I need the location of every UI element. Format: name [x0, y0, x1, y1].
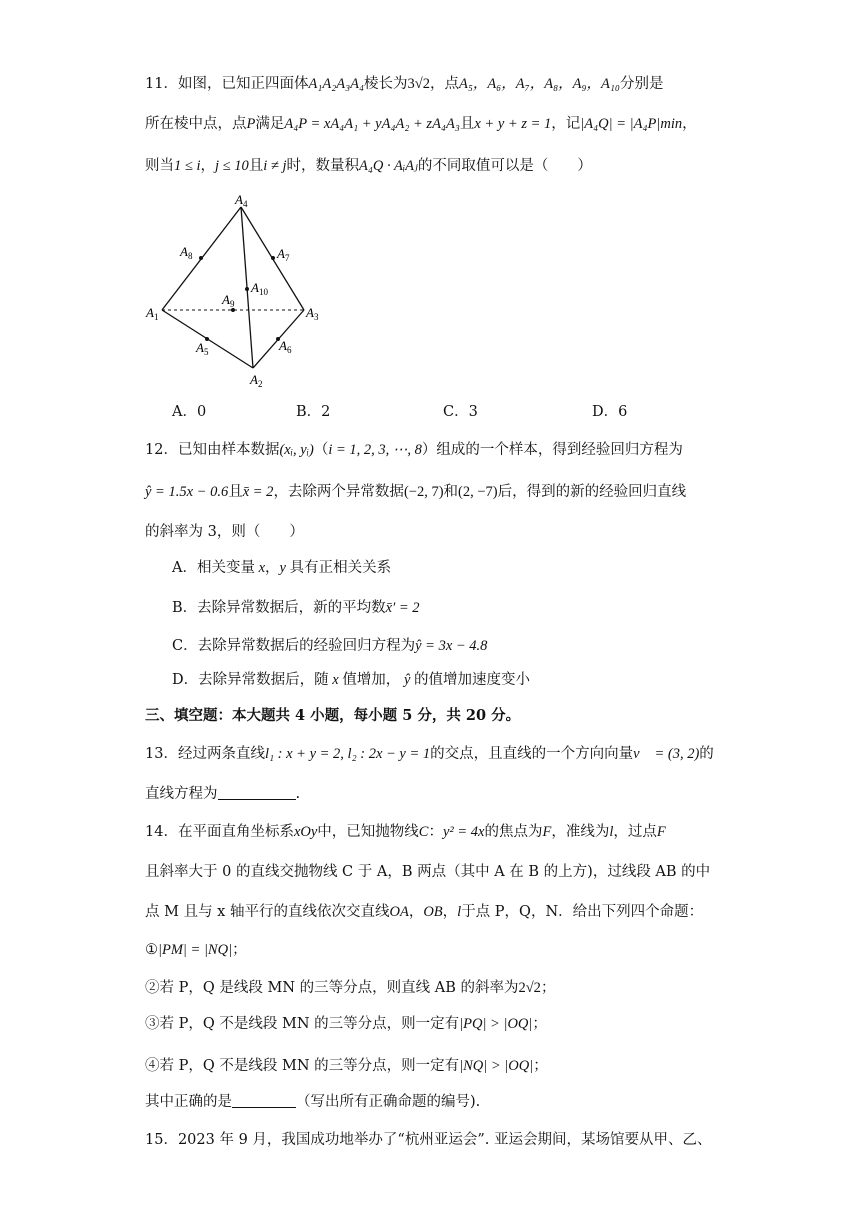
q12-option-c: C．去除异常数据后的经验回归方程为ŷ = 3x − 4.8 [172, 638, 488, 654]
q14-statement-3: ③若 P，Q 不是线段 MN 的三等分点，则一定有|PQ| > |OQ|； [145, 1016, 547, 1032]
label-a3: $A_3$ [306, 305, 319, 322]
q12-option-a: A．相关变量 x，y 具有正相关关系 [172, 560, 392, 576]
label-a5: $A_5$ [196, 340, 209, 357]
label-a6: $A_6$ [279, 338, 292, 355]
q-definition: |A₄Q| = |A₄P|min [580, 116, 683, 132]
label-a7: $A_7$ [277, 246, 290, 263]
point-a8 [199, 256, 203, 260]
label-a2: $A_2$ [250, 372, 263, 389]
q11-choice-c: C．3 [443, 404, 478, 420]
q14-line-3: 点 M 且与 x 轴平行的直线依次交直线OA，OB，l于点 P，Q，N．给出下列四个命题： [145, 904, 704, 920]
edge-length: 3√2 [407, 76, 431, 92]
q11-choice-d: D．6 [592, 404, 628, 420]
q15-line-1: 15．2023 年 9 月，我国成功地举办了“杭州亚运会”. 亚运会期间，某场馆要从甲、乙、 [145, 1132, 712, 1148]
q14-statement-4: ④若 P，Q 不是线段 MN 的三等分点，则一定有|NQ| > |OQ|； [145, 1058, 548, 1074]
q14-line-1: 14．在平面直角坐标系xOy中，已知抛物线C：y² = 4x的焦点为F，准线为l，过点F [145, 824, 666, 840]
q13-line-2: 直线方程为 . [145, 786, 301, 802]
label-a9: $A_9$ [222, 292, 235, 309]
q12-line-1: 12．已知由样本数据(xᵢ, yᵢ)（i = 1, 2, 3, ⋯, 8）组成的一个样本，得到经验回归方程为 [145, 442, 683, 458]
q11-choice-b: B．2 [296, 404, 331, 420]
answer-blank-14[interactable] [232, 1093, 296, 1108]
q14-statement-2: ②若 P，Q 是线段 MN 的三等分点，则直线 AB 的斜率为2√2； [145, 980, 556, 996]
q12-option-b: B．去除异常数据后，新的平均数x̄′ = 2 [172, 600, 420, 616]
q13-line-1: 13．经过两条直线l₁ : x + y = 2, l₂ : 2x − y = 1的交点，且直线的一个方向向量v⃗ = (3, 2)的 [145, 746, 714, 762]
q14-answer-line: 其中正确的是 （写出所有正确命题的编号). [145, 1094, 481, 1110]
q14-statement-1: ①|PM| = |NQ|； [145, 942, 247, 958]
label-a8: $A_8$ [180, 244, 193, 261]
q11-choice-a: A．0 [172, 404, 207, 420]
answer-blank-13[interactable] [218, 785, 296, 800]
vector-equation: A₄P = xA₄A₁ + yA₄A₂ + zA₄A₃ [284, 116, 460, 132]
label-a1: $A_1$ [146, 305, 159, 322]
sum-equation: x + y + z = 1 [474, 116, 552, 132]
point-a10 [245, 287, 249, 291]
dot-product: A₄Q · AᵢAⱼ [359, 158, 418, 174]
point-a5 [205, 337, 209, 341]
q12-option-d: D．去除异常数据后，随 x 值增加， ŷ 的值增加速度变小 [172, 672, 530, 688]
q11-line-2: 所在棱中点，点P满足A₄P = xA₄A₁ + yA₄A₂ + zA₄A₃且x + y + z = 1，记|A₄Q| = |A₄P|min， [145, 116, 697, 132]
tetra-name: A₁A₂A₃A₄ [308, 76, 365, 92]
point-a7 [271, 256, 275, 260]
q14-line-2: 且斜率大于 0 的直线交抛物线 C 于 A，B 两点（其中 A 在 B 的上方)，过线段 AB 的中 [145, 864, 711, 880]
q12-line-2: ŷ = 1.5x − 0.6且x̄ = 2，去除两个异常数据(−2, 7)和(2, −7)后，得到的新的经验回归直线 [145, 484, 687, 500]
regression-equation: ŷ = 1.5x − 0.6 [145, 484, 229, 500]
q12-line-3: 的斜率为 3，则（ ） [145, 524, 304, 540]
label-a4: $A_4$ [235, 192, 248, 209]
midpoints: A₅，A₆，A₇，A₈，A₉，A₁₀ [459, 76, 620, 92]
q11-line-3: 则当1 ≤ i，j ≤ 10且i ≠ j时，数量积A₄Q · AᵢAⱼ的不同取值可以是（ ） [145, 158, 592, 174]
q11-line-1: 11．如图，已知正四面体A₁A₂A₃A₄棱长为3√2，点A₅，A₆，A₇，A₈，A₉，A₁₀分别是 [145, 76, 664, 92]
tetrahedron-figure [140, 190, 340, 390]
label-a10: $A_{10}$ [251, 280, 268, 297]
section-heading: 三、填空题：本大题共 4 小题，每小题 5 分，共 20 分。 [145, 707, 521, 724]
